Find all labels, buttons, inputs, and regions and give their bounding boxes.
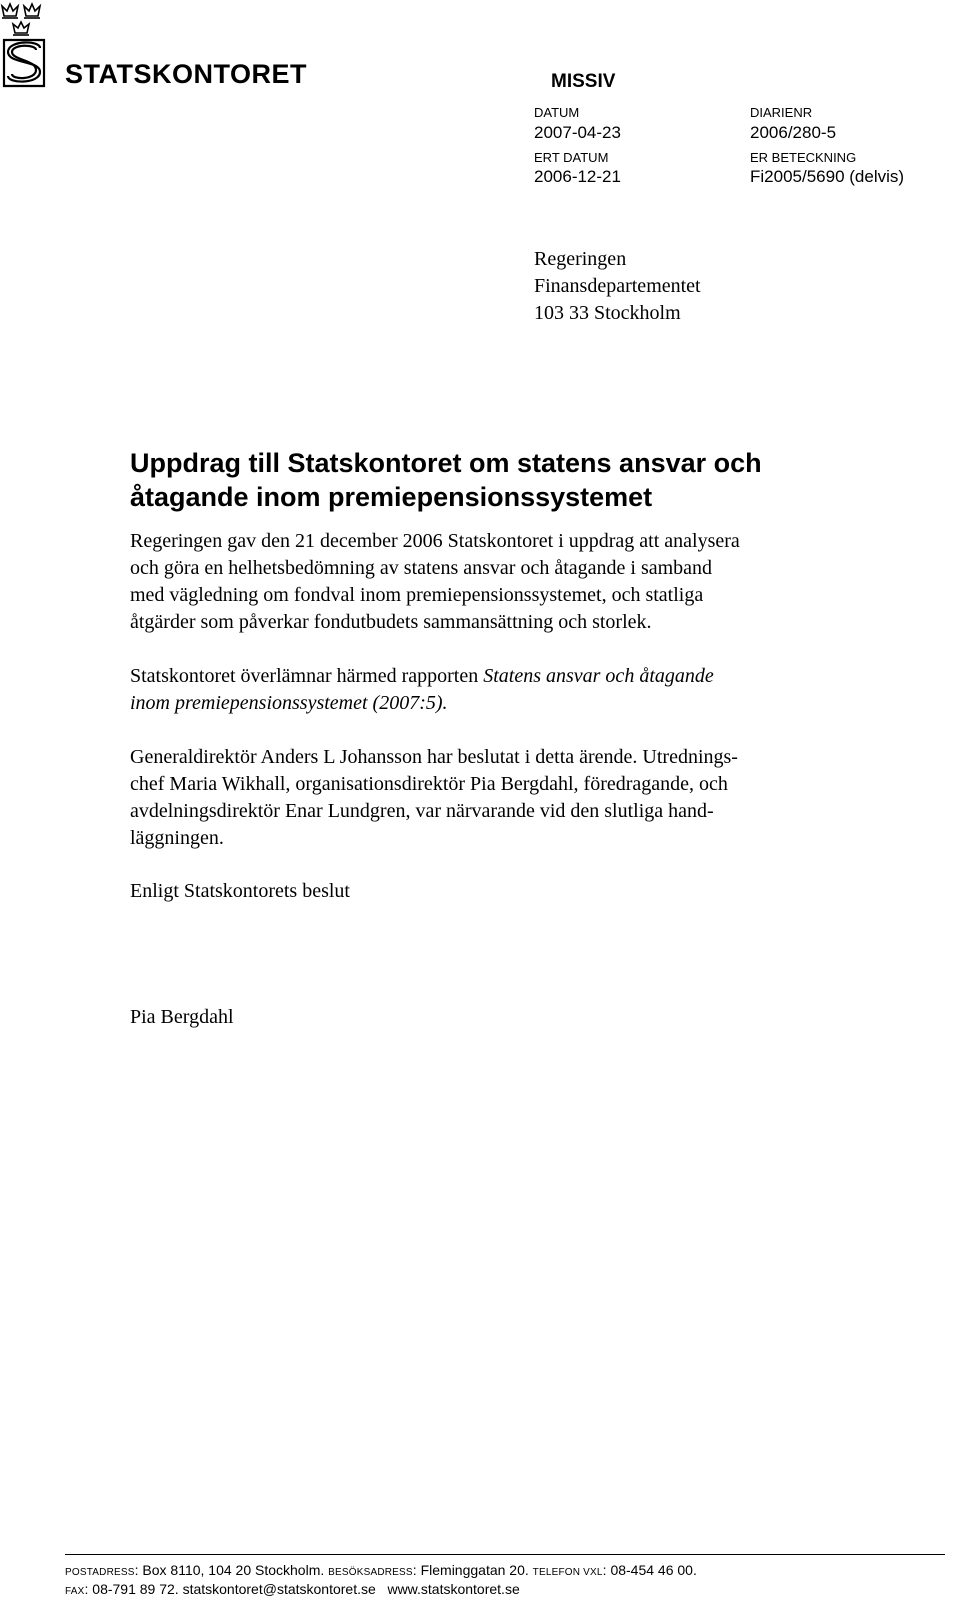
footer-divider: [65, 1554, 945, 1555]
phone-number: 08-454 46 00.: [610, 1562, 697, 1578]
body-line: med vägledning om fondval inom premiepensionssystemet, och statliga: [130, 584, 704, 606]
their-date-value: 2006-12-21: [534, 167, 621, 186]
s-shield-icon: [4, 40, 44, 86]
reference-value: 2006/280-5: [750, 123, 837, 142]
email-link[interactable]: statskontoret@statskontoret.se: [182, 1581, 376, 1597]
body-line: avdelningsdirektör Enar Lundgren, var närvarande vid den slutliga hand-: [130, 800, 714, 822]
date-value: 2007-04-23: [534, 123, 621, 142]
footer-line-1: POSTADRESS: Box 8110, 104 20 Stockholm. BESÖKSADRESS: Fleminggatan 20. TELEFON VXL: 08-454 46 00.: [65, 1562, 697, 1578]
report-title-italic: Statens ansvar och åtagande: [483, 665, 714, 687]
report-intro-text: Statskontoret överlämnar härmed rapporten: [130, 665, 484, 687]
their-date-label: ERT DATUM: [534, 150, 609, 165]
their-reference-value: Fi2005/5690 (delvis): [750, 167, 905, 186]
body-paragraph-decision: [130, 744, 890, 852]
body-line: åtgärder som påverkar fondutbudets sammansättning och storlek.: [130, 611, 652, 633]
phone-label: TELEFON VXL: [532, 1567, 603, 1578]
recipient-line: Finansdepartementet: [534, 275, 701, 297]
recipient-address: [534, 246, 701, 327]
statskontoret-emblem: [0, 0, 50, 90]
fax-label: FAX: [65, 1586, 85, 1597]
body-line: [130, 663, 890, 690]
postal-address: Box 8110, 104 20 Stockholm.: [142, 1562, 325, 1578]
signature-name: Pia Bergdahl: [130, 1006, 234, 1028]
title-line: åtagande inom premiepensionssystemet: [130, 482, 653, 512]
recipient-line: 103 33 Stockholm: [534, 302, 681, 324]
reference-label: DIARIENR: [750, 105, 813, 120]
body-line: chef Maria Wikhall, organisationsdirektör Pia Bergdahl, föredragande, och: [130, 773, 728, 795]
visit-address: Fleminggatan 20.: [420, 1562, 529, 1578]
document-title: [130, 446, 890, 514]
body-paragraph-assignment: [130, 528, 890, 636]
organization-logo-text: STATSKONTORET: [65, 59, 307, 89]
body-line: [130, 690, 890, 717]
body-line: Generaldirektör Anders L Johansson har beslutat i detta ärende. Utrednings-: [130, 746, 738, 768]
body-line: Regeringen gav den 21 december 2006 Statskontoret i uppdrag att analysera: [130, 530, 740, 552]
website-link[interactable]: www.statskontoret.se: [387, 1581, 520, 1597]
their-reference-label: ER BETECKNING: [750, 150, 857, 165]
fax-number: 08-791 89 72.: [92, 1581, 179, 1597]
recipient-line: Regeringen: [534, 248, 627, 270]
postal-label: POSTADRESS: [65, 1567, 135, 1578]
body-paragraph-report: [130, 663, 890, 717]
document-type: MISSIV: [551, 71, 616, 92]
report-title-italic: inom premiepensionssystemet (2007:5).: [130, 692, 448, 714]
closing-line: Enligt Statskontorets beslut: [130, 880, 350, 902]
visit-label: BESÖKSADRESS: [328, 1567, 413, 1578]
footer-line-2: FAX: 08-791 89 72. statskontoret@statskontoret.se www.statskontoret.se: [65, 1581, 520, 1597]
three-crowns-icon: [2, 4, 40, 35]
body-line: läggningen.: [130, 827, 224, 849]
body-line: och göra en helhetsbedömning av statens ansvar och åtagande i samband: [130, 557, 713, 579]
date-label: DATUM: [534, 105, 580, 120]
title-line: Uppdrag till Statskontoret om statens ansvar och: [130, 448, 762, 478]
